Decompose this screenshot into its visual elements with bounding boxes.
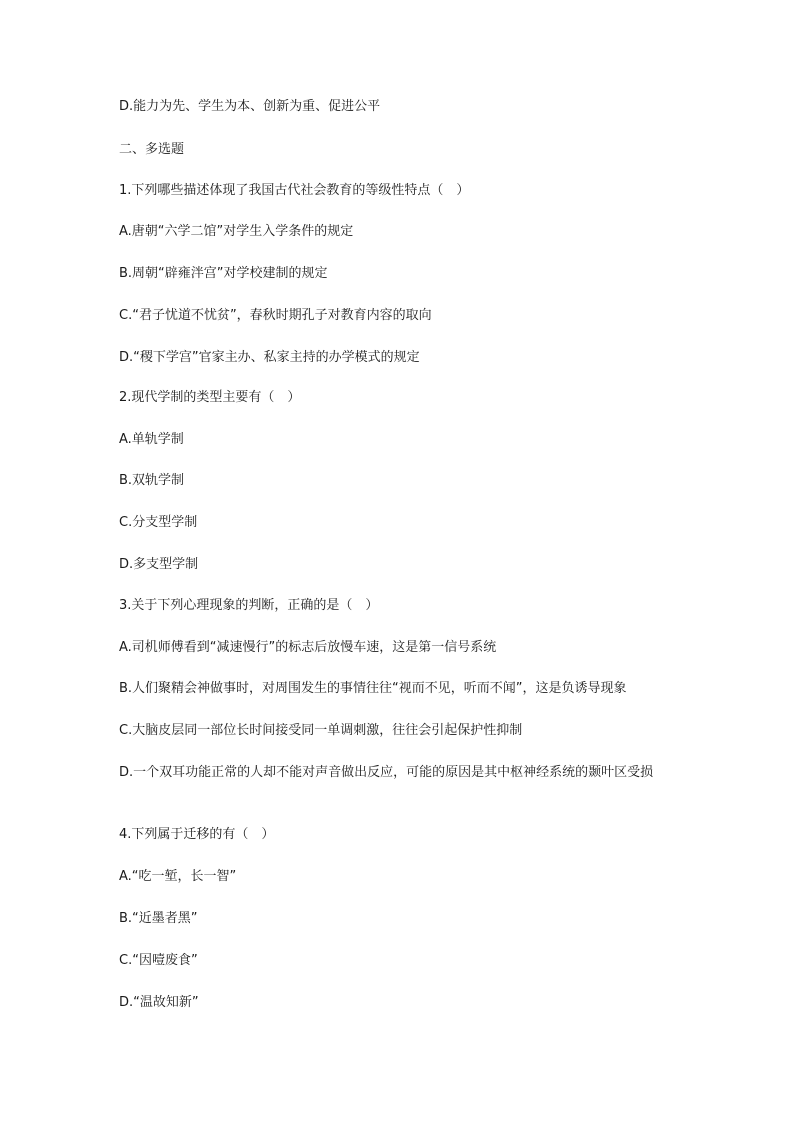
question-1-option-c: C.“君子忧道不忧贫”，春秋时期孔子对教育内容的取向 bbox=[119, 308, 432, 323]
previous-question-option-d: D.能力为先、学生为本、创新为重、促进公平 bbox=[119, 99, 381, 114]
question-3-option-c: C.大脑皮层同一部位长时间接受同一单调刺激，往往会引起保护性抑制 bbox=[119, 723, 523, 738]
question-1-option-d: D.“稷下学宫”官家主办、私家主持的办学模式的规定 bbox=[119, 350, 420, 365]
question-3-option-a: A.司机师傅看到“减速慢行”的标志后放慢车速，这是第一信号系统 bbox=[119, 640, 497, 655]
section-heading-multiple-choice: 二、多选题 bbox=[119, 142, 185, 157]
question-4-option-c: C.“因噎废食” bbox=[119, 953, 198, 968]
question-4-option-d: D.“温故知新” bbox=[119, 995, 199, 1010]
question-3-stem: 3.关于下列心理现象的判断，正确的是（ ） bbox=[119, 598, 379, 613]
question-4-option-a: A.“吃一堑，长一智” bbox=[119, 869, 237, 884]
question-2-option-c: C.分支型学制 bbox=[119, 515, 198, 530]
question-2-option-a: A.单轨学制 bbox=[119, 432, 184, 447]
question-2-stem: 2.现代学制的类型主要有（ ） bbox=[119, 390, 301, 405]
question-1-option-b: B.周朝“辟雍泮宫”对学校建制的规定 bbox=[119, 266, 328, 281]
question-4-option-b: B.“近墨者黑” bbox=[119, 911, 198, 926]
question-3-option-d: D.一个双耳功能正常的人却不能对声音做出反应，可能的原因是其中枢神经系统的颞叶区受损 bbox=[119, 765, 654, 780]
question-3-option-b: B.人们聚精会神做事时，对周围发生的事情往往“视而不见，听而不闻”，这是负诱导现象 bbox=[119, 681, 627, 696]
question-1-option-a: A.唐朝“六学二馆”对学生入学条件的规定 bbox=[119, 224, 354, 239]
question-1-stem: 1.下列哪些描述体现了我国古代社会教育的等级性特点（ ） bbox=[119, 183, 470, 198]
question-2-option-d: D.多支型学制 bbox=[119, 557, 199, 572]
question-2-option-b: B.双轨学制 bbox=[119, 473, 185, 488]
question-4-stem: 4.下列属于迁移的有（ ） bbox=[119, 827, 275, 842]
